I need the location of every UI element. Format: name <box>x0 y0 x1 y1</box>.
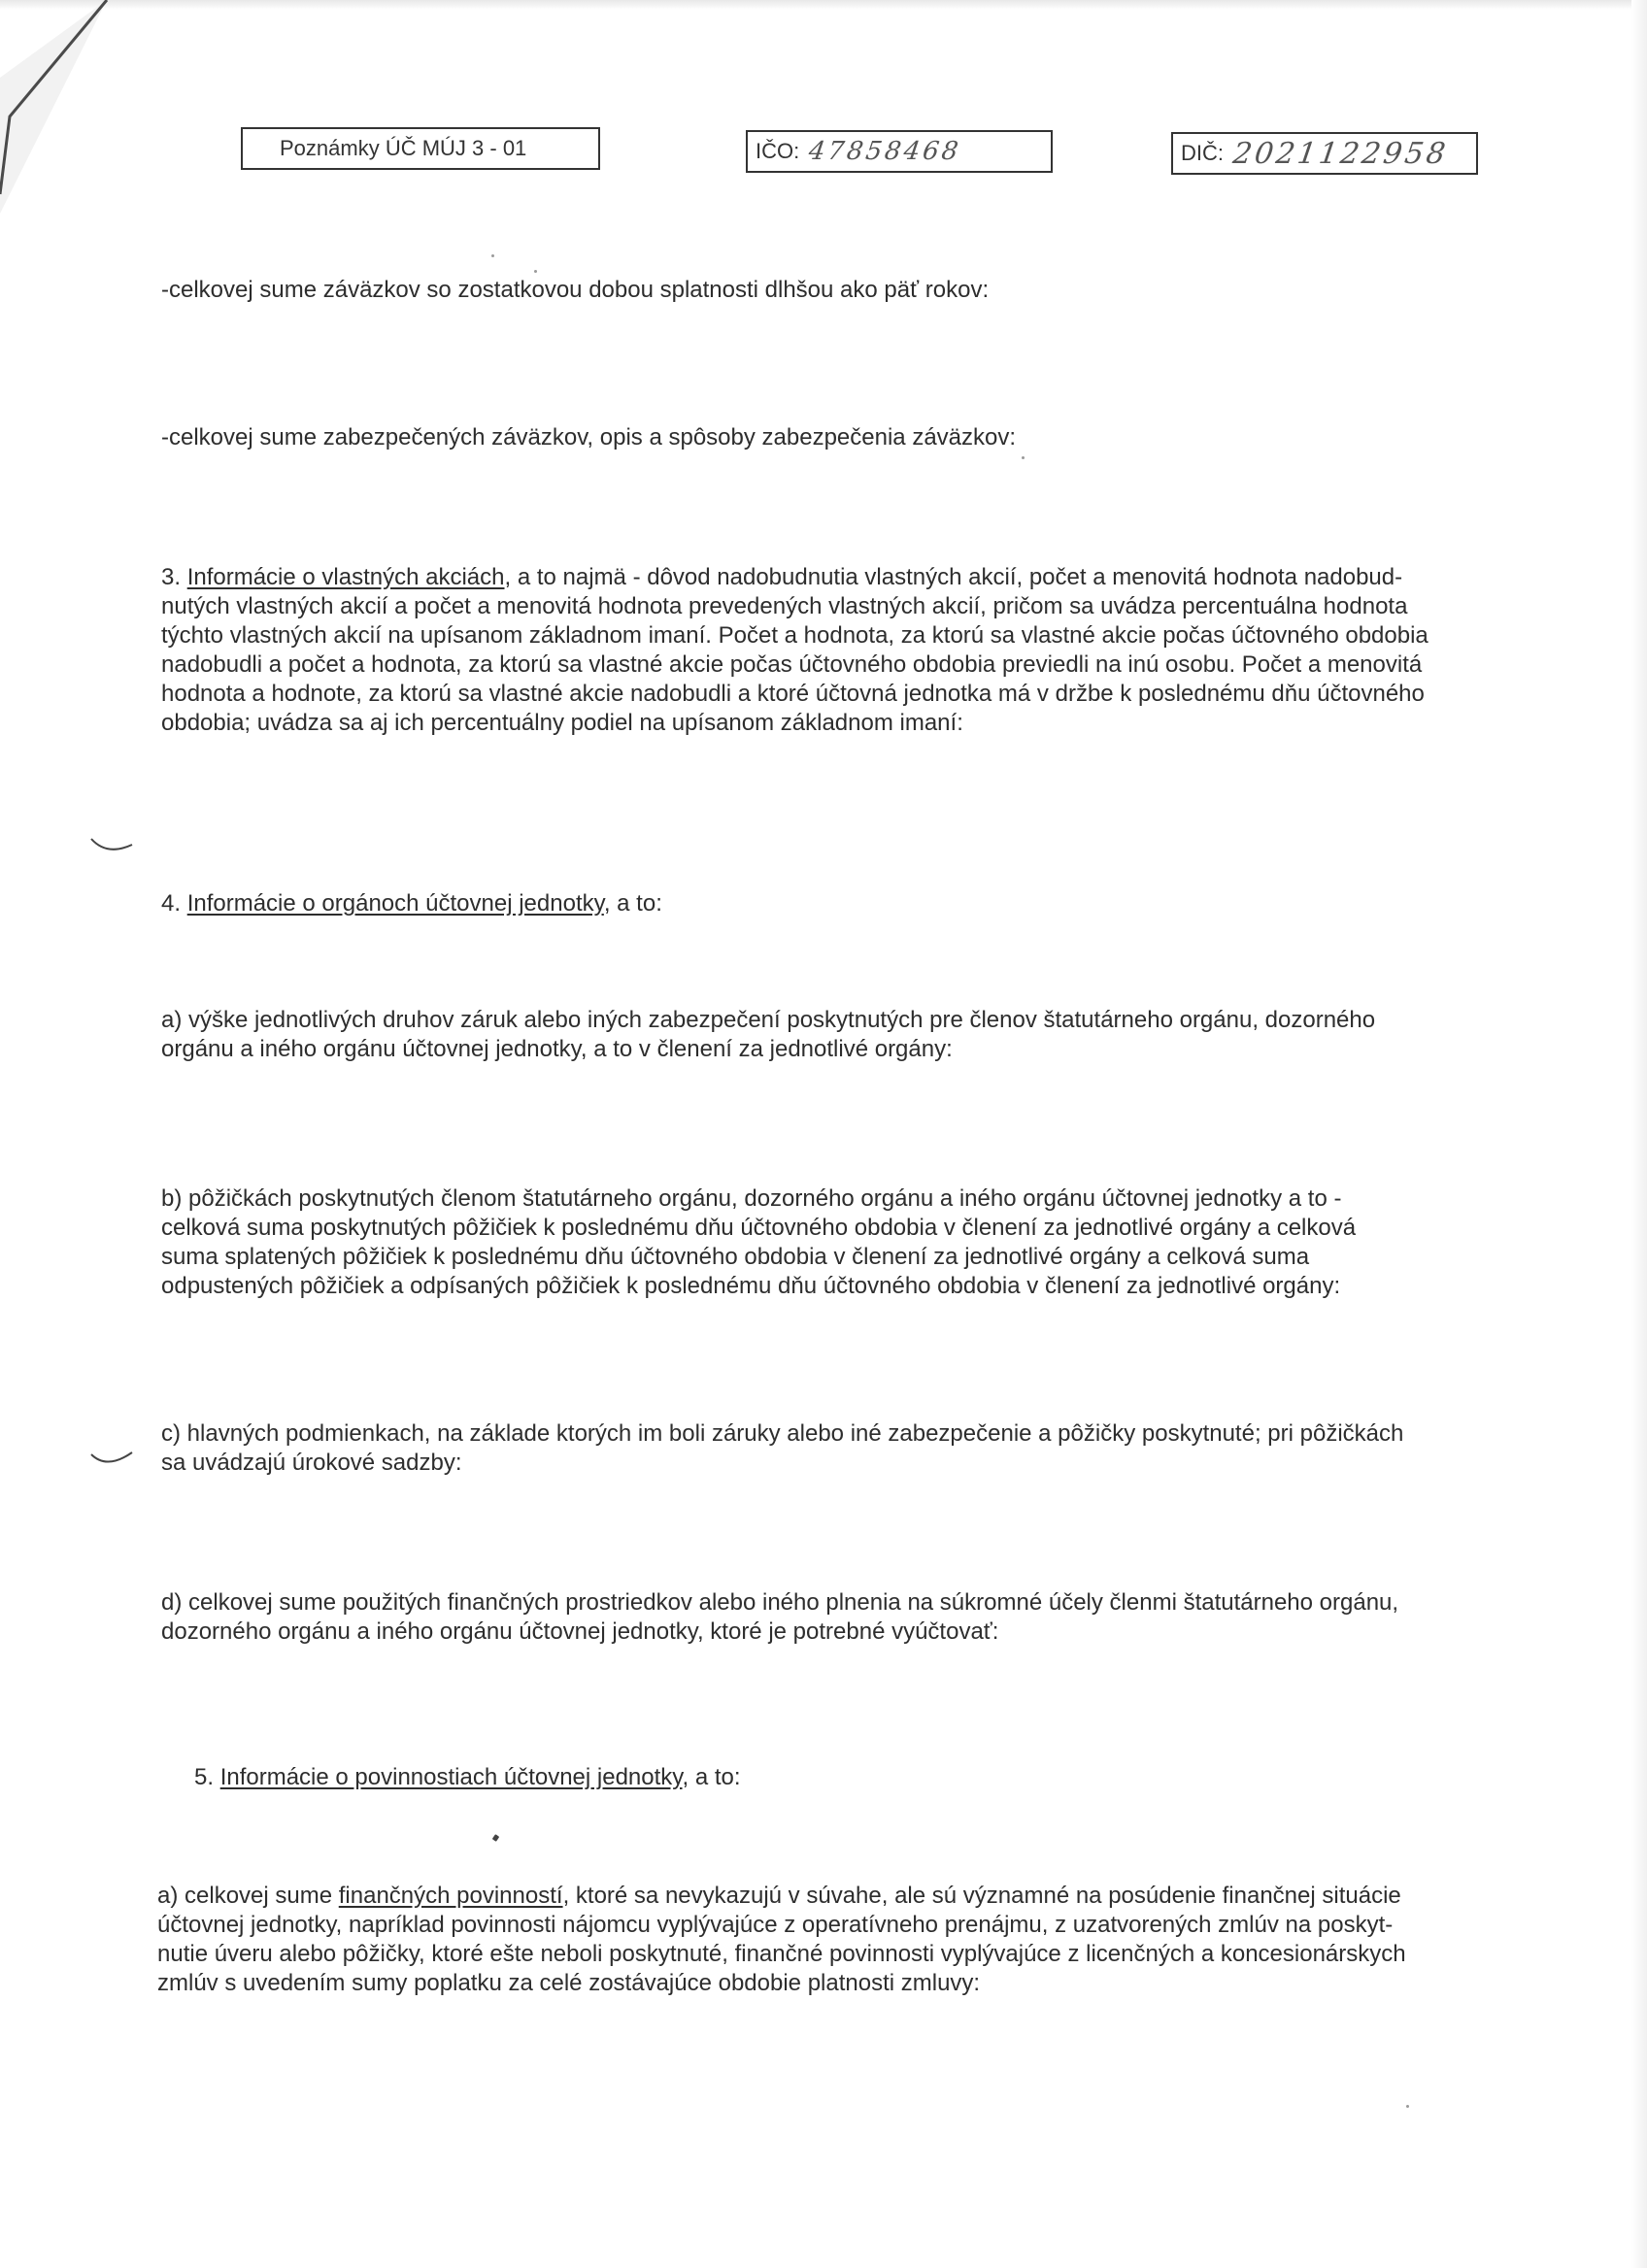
section-4-item-b: b) pôžičkách poskytnutých členom štatutárneho orgánu, dozorného orgánu a iného orgánu účtovnej jednotky a to - celková suma poskytnutých pôžičiek k poslednému dňu účtovného obdobia v členení za jednotlivé orgány a celková suma splatených pôžičiek k poslednému dňu účtovného obdobia v členení za jednotlivé orgány a celková suma odpustených pôžičiek a odpísaných pôžičiek k poslednému dňu účtovného obdobia v členení za jednotlivé orgány: <box>161 1185 1357 1299</box>
ico-label: IČO: <box>756 139 800 163</box>
item-secured-liabilities: -celkovej sume zabezpečených záväzkov, opis a spôsoby zabezpečenia záväzkov: <box>161 424 1017 450</box>
checkmark-tick <box>89 1447 134 1470</box>
section-5-title: Informácie o povinnostiach účtovnej jednotky <box>219 1764 683 1790</box>
scan-edge-right <box>1631 0 1647 2268</box>
scan-speck <box>491 254 494 257</box>
section-3-own-shares: 3. Informácie o vlastných akciách, a to najmä - dôvod nadobudnutia vlastných akcií, počet a menovitá hodnota nadobud- nutých vlastných akcií a počet a menovitá hodnota prevedených vlastných akcií, pričom sa uvádza percentuálna hodnota týchto vlastných akcií na upísanom základnom imaní. Počet a hodnota, za ktorú sa vlastné akcie počas účtovného obdobia nadobudli a počet a hodnota, za ktorú sa vlastné akcie počas účtovného obdobia previedli na inú osobu. Počet a menovitá hodnota a hodnote, za ktorú sa vlastné akcie nadobudli a ktoré účtovná jednotka má v držbe k poslednému dňu účtovného obdobia; uvádza sa aj ich percentuálny podiel na upísanom základnom imaní: <box>161 564 1429 736</box>
dic-label: DIČ: <box>1181 141 1224 165</box>
form-code: Poznámky ÚČ MÚJ 3 - 01 <box>280 136 527 160</box>
checkmark-tick <box>89 835 134 858</box>
section-4-title: Informácie o orgánoch účtovnej jednotky <box>186 890 604 917</box>
section-3-title: Informácie o vlastných akciách <box>186 564 505 590</box>
ico-value: 47858468 <box>807 137 963 166</box>
financial-obligations-term: finančných povinností <box>338 1883 563 1909</box>
section-4-item-d: d) celkovej sume použitých finančných prostriedkov alebo iného plnenia na súkromné účely členmi štatutárneho orgánu, dozorného orgánu a iného orgánu účtovnej jednotky, ktoré je potrebné vyúčtovať: <box>161 1589 1399 1645</box>
item-liabilities-over-5-years: -celkovej sume záväzkov so zostatkovou dobou splatnosti dlhšou ako päť rokov: <box>161 277 990 303</box>
scan-speck <box>1022 456 1025 459</box>
section-4-item-c: c) hlavných podmienkach, na základe ktorých im boli záruky alebo iné zabezpečenie a pôžičky poskytnuté; pri pôžičkách sa uvádzajú úrokové sadzby: <box>161 1420 1404 1476</box>
folded-corner-mark <box>0 0 126 214</box>
dic-value: 2021122958 <box>1230 136 1451 171</box>
scan-speck <box>1406 2105 1409 2108</box>
section-5-obligations: 5. Informácie o povinnostiach účtovnej jednotky, a to: <box>194 1764 741 1790</box>
section-4-item-a: a) výške jednotlivých druhov záruk alebo iných zabezpečení poskytnutých pre členov štatutárneho orgánu, dozorného orgánu a iného orgánu účtovnej jednotky, a to v členení za jednotlivé orgány: <box>161 1007 1376 1062</box>
form-code-box <box>241 127 600 170</box>
section-4-bodies: 4. Informácie o orgánoch účtovnej jednotky, a to: <box>161 890 662 917</box>
section-5-item-a: a) celkovej sume finančných povinností, ktoré sa nevykazujú v súvahe, ale sú významné na posúdenie finančnej situácie účtovnej jednotky, napríklad povinnosti nájomcu vyplývajúce z operatívneho prenájmu, z uzatvorených zmlúv na poskyt- nutie úveru alebo pôžičky, ktoré ešte neboli poskytnuté, finančné povinnosti vyplývajúce z licenčných a koncesionárskych zmlúv s uvedením sumy poplatku za celé zostávajúce obdobie platnosti zmluvy: <box>157 1883 1406 1996</box>
scan-speck <box>492 1834 500 1842</box>
scan-speck <box>534 270 537 273</box>
dic-box <box>1171 132 1478 175</box>
ico-box <box>746 130 1053 173</box>
scan-edge-top <box>0 0 1647 10</box>
